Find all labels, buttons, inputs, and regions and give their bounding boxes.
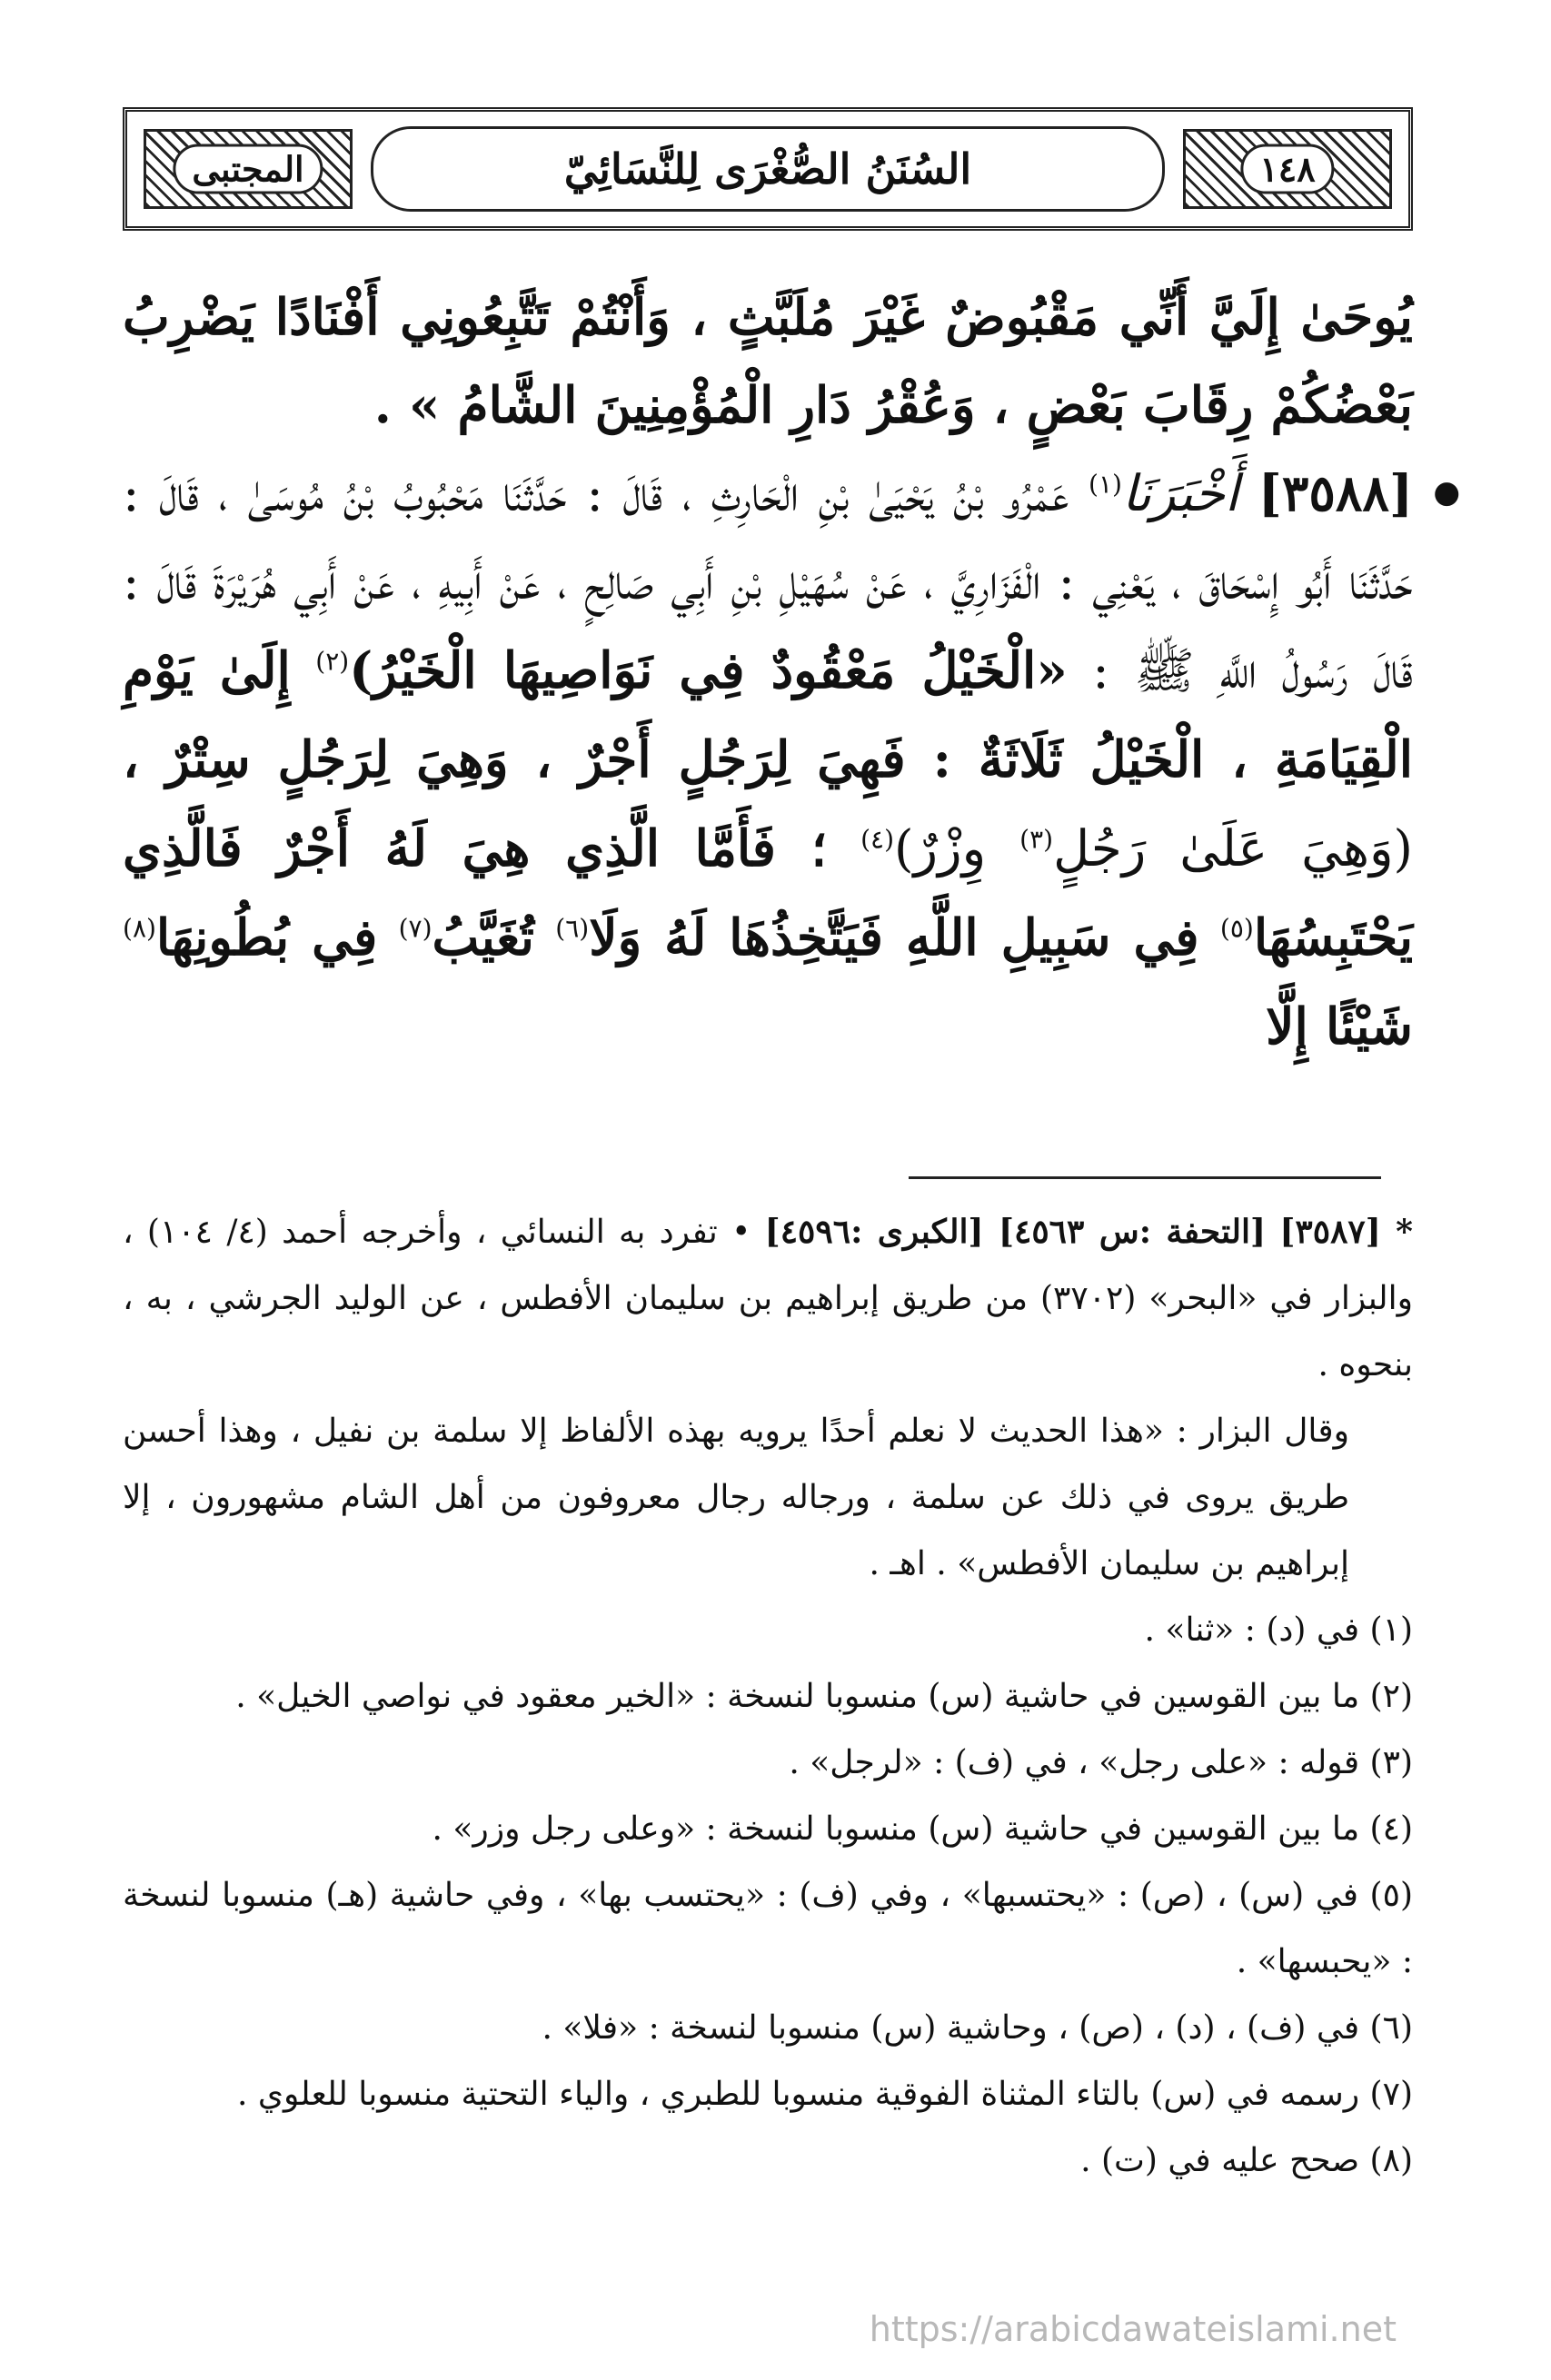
footnote-6: (٦) في (ف) ، (د) ، (ص) ، وحاشية (س) منسوبا لنسخة : «فلا» . [542,2009,1413,2047]
hadith-number: [٣٥٨٨] [1258,463,1414,522]
hadith-text-4: فِي سَبِيلِ اللَّهِ فَيَتَّخِذُهَا لَهُ وَلَا [589,907,1199,967]
isnad-text: عَمْرُو بْنُ يَحْيَىٰ بْنِ الْحَارِثِ ، قَالَ : حَدَّثَنَا مَحْبُوبُ بْنُ مُوسَىٰ ، قَالَ : حَدَّثَنَا أَبُو إِسْحَاقَ ، يَعْنِي : الْفَزَارِيَّ ، عَنْ سُهَيْلِ بْنِ أَبِي صَالِحٍ ، عَنْ أَبِيهِ ، عَنْ أَبِي هُرَيْرَةَ قَالَ : قَالَ رَسُولُ اللَّهِ ﷺ : [123,464,1414,699]
running-title: السُنَنُ الصُّغْرَى لِلنَّسَائِيّ [371,126,1165,212]
footnote-2: (٢) ما بين القوسين في حاشية (س) منسوبا لنسخة : «الخير معقود في نواصي الخيل» . [235,1678,1413,1715]
page-number: ١٤٨ [1240,144,1334,194]
akhbarana-word: أَخْبَرَنَا [1121,464,1239,522]
main-text [123,273,1460,1071]
footnote-ref-1: (١) [1089,469,1122,500]
footnote-4: (٤) ما بين القوسين في حاشية (س) منسوبا لنسخة : «وعلى رجل وزر» . [432,1810,1413,1848]
hadith-text-3: ؛ فَأَمَّا الَّذِي هِيَ لَهُ أَجْرٌ فَالَّذِي يَحْتَبِسُهَا [123,818,1414,967]
hadith-text-wizr: وِزْرٌ) [894,819,987,878]
footnote-divider [909,1176,1381,1179]
footnote-1: (١) في (د) : «ثنا» . [1144,1611,1413,1649]
bazzar-quote: وقال البزار : «هذا الحديث لا نعلم أحدًا يرويه بهذه الألفاظ إلا سلمة بن نفيل ، وهذا أحسن طريق يروى في ذلك عن سلمة ، ورجاله رجال معروفون من أهل الشام مشهورون ، إلا إبراهيم بن سليمان الأفطس» . اهـ . [123,1413,1349,1582]
takhrij-number: * [٣٥٨٧] [1279,1213,1414,1251]
hadith-3588 [123,449,1460,1071]
takhrij-text: • تفرد به النسائي ، وأخرجه أحمد (٤/ ١٠٤) ، والبزار في «البحر» (٣٧٠٢) من طريق إبراهيم بن سليمان الأفطس ، عن الوليد الجرشي ، به ، بنحوه . [123,1214,1413,1383]
takhrij-note [123,1199,1413,1398]
footnotes [123,1199,1413,2194]
continuation-paragraph: يُوحَىٰ إِلَيَّ أَنِّي مَقْبُوضٌ غَيْرَ مُلَبَّثٍ ، وَأَنْتُمْ تَتَّبِعُونِي أَفْنَادًا يَضْرِبُ بَعْضُكُمْ رِقَابَ بَعْضٍ ، وَعُقْرُ دَارِ الْمُؤْمِنِينَ الشَّامُ » . [123,287,1413,434]
footnote-8: (٨) صحح عليه في (ت) . [1080,2142,1413,2179]
page-header [123,107,1413,231]
hadith-text-5: تُغَيَّبُ [432,907,534,967]
book-subtitle-badge: المجتبى [173,144,323,194]
hadith-text-2: إِلَىٰ يَوْمِ الْقِيَامَةِ ، الْخَيْلُ ثَلَاثَةٌ : فَهِيَ لِرَجُلٍ أَجْرٌ ، وَهِيَ لِرَجُلٍ سِتْرٌ ، [123,640,1413,788]
footnote-ref-6: (٦) [555,913,590,944]
hadith-text-6: فِي بُطُونِهَا [155,907,378,967]
footnote-ref-8: (٨) [123,913,156,944]
header-ornament-left [144,129,353,209]
footnote-ref-3: (٣) [1019,824,1054,855]
footnote-3: (٣) قوله : «على رجل» ، في (ف) : «لرجل» . [789,1744,1413,1781]
takhrij-ref: [التحفة :س ٤٥٦٣] [الكبرى :٤٥٩٦] [764,1213,1267,1251]
hadith-text-7: شَيْئًا إِلَّا [1266,997,1413,1056]
footnote-ref-7: (٧) [398,913,432,944]
footnote-5: (٥) في (س) ، (ص) : «يحتسبها» ، وفي (ف) : «يحتسب بها» ، وفي حاشية (هـ) منسوبا لنسخة : «يحبسها» . [123,1877,1413,1980]
footnote-ref-5: (٥) [1219,913,1254,944]
footnote-7: (٧) رسمه في (س) بالتاء المثناة الفوقية منسوبا للطبري ، والياء التحتية منسوبا للعلوي . [236,2076,1413,2113]
footnote-ref-4: (٤) [860,824,895,855]
watermark-url: https://arabicdawateislami.net [869,2309,1397,2349]
hadith-text-wahiya: (وَهِيَ عَلَىٰ رَجُلٍ [1053,819,1414,878]
bullet-icon: ● [1433,474,1460,511]
hadith-text-1: «الْخَيْلُ مَعْقُودٌ فِي نَوَاصِيهَا الْخَيْرُ) [349,640,1068,699]
footnote-ref-2: (٢) [315,646,350,677]
header-ornament-right [1183,129,1392,209]
